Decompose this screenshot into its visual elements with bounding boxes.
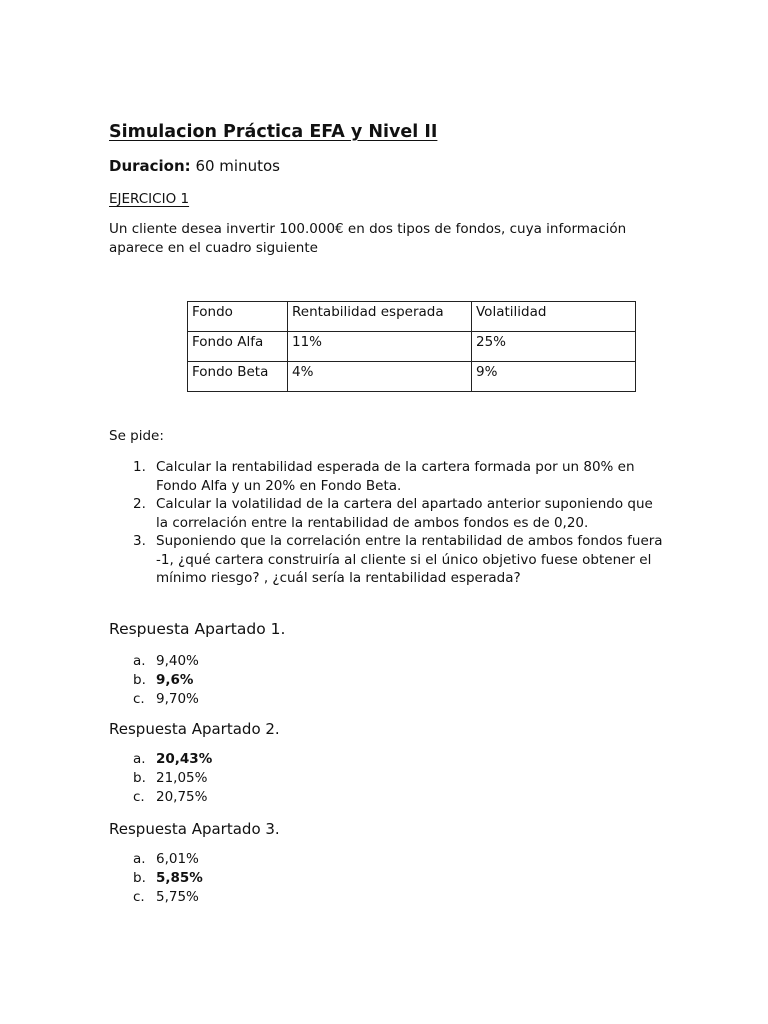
option-value: 21,05% [156, 770, 208, 786]
duration-value: 60 minutos [195, 157, 280, 175]
answer-option-correct [109, 671, 199, 690]
option-value: 20,43% [156, 751, 213, 767]
task-item [109, 495, 669, 532]
task-item [109, 532, 669, 588]
duration-line [109, 157, 280, 175]
table-header-row [188, 302, 636, 332]
option-letter: a. [133, 851, 146, 867]
task-list [109, 458, 669, 588]
table-row [188, 362, 636, 392]
table-header-cell: Fondo [188, 302, 288, 332]
task-item [109, 458, 669, 495]
table-cell: 25% [472, 332, 636, 362]
answer-option-correct [109, 750, 212, 769]
option-letter: c. [133, 889, 145, 905]
task-text: Calcular la rentabilidad esperada de la cartera formada por un 80% en Fondo Alfa y un 20% en Fondo Beta. [156, 459, 635, 494]
option-value: 9,6% [156, 672, 194, 688]
se-pide-label: Se pide: [109, 428, 164, 444]
task-number: 2. [133, 496, 146, 512]
table-cell: 4% [288, 362, 472, 392]
option-value: 9,40% [156, 653, 199, 669]
funds-table [187, 301, 636, 392]
answer-option-correct [109, 869, 203, 888]
option-value: 6,01% [156, 851, 199, 867]
task-text: Calcular la volatilidad de la cartera del apartado anterior suponiendo que la correlación entre la rentabilidad de ambos fondos es de 0,20. [156, 496, 653, 531]
table-row [188, 332, 636, 362]
document-title: Simulacion Práctica EFA y Nivel II [109, 122, 438, 142]
answer-option [109, 850, 203, 869]
intro-paragraph: Un cliente desea invertir 100.000€ en dos tipos de fondos, cuya información aparece en el cuadro siguiente [109, 221, 627, 256]
answer-heading-1: Respuesta Apartado 1. [109, 620, 286, 638]
answer-option [109, 652, 199, 671]
table-cell: 11% [288, 332, 472, 362]
task-text: Suponiendo que la correlación entre la rentabilidad de ambos fondos fuera -1, ¿qué cartera construiría al cliente si el único objetivo fuese obtener el mínimo riesgo? , ¿cuál sería la rentabilidad esperada? [156, 533, 663, 586]
option-value: 9,70% [156, 691, 199, 707]
option-letter: a. [133, 751, 146, 767]
option-letter: a. [133, 653, 146, 669]
table-cell: 9% [472, 362, 636, 392]
table-header-cell: Volatilidad [472, 302, 636, 332]
option-letter: b. [133, 870, 146, 886]
option-value: 5,75% [156, 889, 199, 905]
option-letter: b. [133, 770, 146, 786]
answer-heading-3: Respuesta Apartado 3. [109, 820, 280, 838]
answer-options-3 [109, 850, 203, 907]
table-header-cell: Rentabilidad esperada [288, 302, 472, 332]
table-cell: Fondo Alfa [188, 332, 288, 362]
answer-options-1 [109, 652, 199, 709]
answer-option [109, 769, 212, 788]
option-letter: b. [133, 672, 146, 688]
option-value: 5,85% [156, 870, 203, 886]
answer-option [109, 888, 203, 907]
exercise-heading: EJERCICIO 1 [109, 191, 190, 207]
task-number: 1. [133, 459, 146, 475]
answer-options-2 [109, 750, 212, 807]
answer-option [109, 690, 199, 709]
option-value: 20,75% [156, 789, 208, 805]
option-letter: c. [133, 691, 145, 707]
table-cell: Fondo Beta [188, 362, 288, 392]
duration-label: Duracion: [109, 157, 191, 175]
answer-heading-2: Respuesta Apartado 2. [109, 720, 280, 738]
task-number: 3. [133, 533, 146, 549]
option-letter: c. [133, 789, 145, 805]
answer-option [109, 788, 212, 807]
